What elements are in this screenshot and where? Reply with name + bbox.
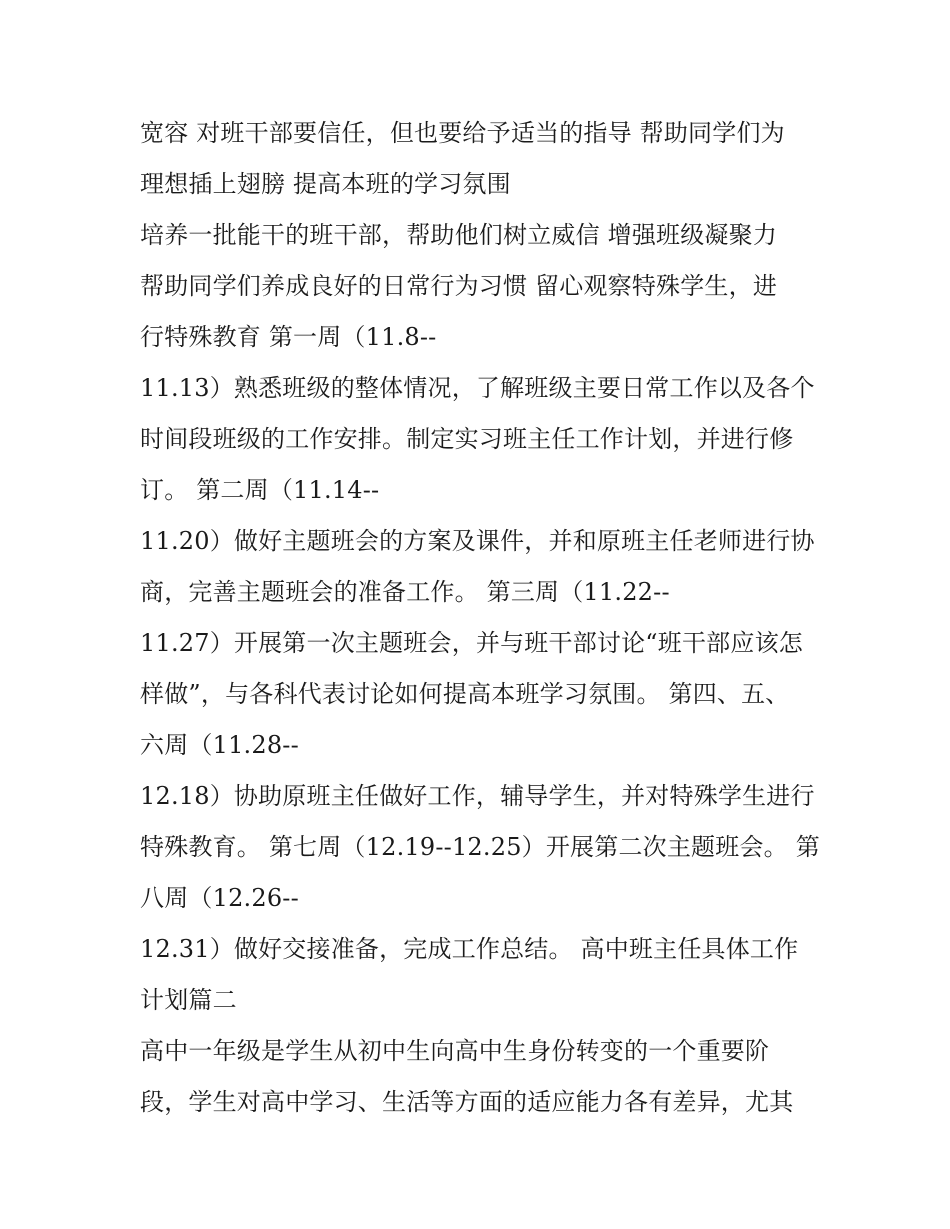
- text-line: 帮助同学们养成良好的日常行为习惯 留心观察特殊学生，进: [140, 272, 778, 300]
- text-line: 培养一批能干的班干部，帮助他们树立威信 增强班级凝聚力: [140, 221, 778, 249]
- section-heading-line: 计划篇二: [140, 986, 237, 1014]
- text-line: 12.31）做好交接准备，完成工作总结。 高中班主任具体工作: [140, 935, 799, 963]
- text-line: 理想插上翅膀 提高本班的学习氛围: [140, 170, 511, 198]
- text-line: 行特殊教育 第一周（11.8--: [140, 323, 437, 351]
- text-line: 高中一年级是学生从初中生向高中生身份转变的一个重要阶: [140, 1037, 770, 1065]
- text-line: 12.18）协助原班主任做好工作，辅导学生，并对特殊学生进行: [140, 782, 815, 810]
- text-line: 段，学生对高中学习、生活等方面的适应能力各有差异，尤其: [140, 1088, 794, 1116]
- text-line: 订。 第二周（11.14--: [140, 476, 380, 504]
- text-line: 宽容 对班干部要信任，但也要给予适当的指导 帮助同学们为: [140, 119, 785, 147]
- text-line: 六周（11.28--: [140, 731, 299, 759]
- document-body: [140, 108, 820, 1128]
- text-line: 商，完善主题班会的准备工作。 第三周（11.22--: [140, 578, 670, 606]
- text-line: 时间段班级的工作安排。制定实习班主任工作计划，并进行修: [140, 425, 794, 453]
- text-line: 11.27）开展第一次主题班会，并与班干部讨论“班干部应该怎: [140, 629, 803, 657]
- text-line: 样做”，与各科代表讨论如何提高本班学习氛围。 第四、五、: [140, 680, 790, 708]
- text-line: 八周（12.26--: [140, 884, 299, 912]
- text-line: 11.13）熟悉班级的整体情况，了解班级主要日常工作以及各个: [140, 374, 815, 402]
- text-line: 11.20）做好主题班会的方案及课件，并和原班主任老师进行协: [140, 527, 815, 555]
- text-line: 特殊教育。 第七周（12.19--12.25）开展第二次主题班会。 第: [140, 833, 820, 861]
